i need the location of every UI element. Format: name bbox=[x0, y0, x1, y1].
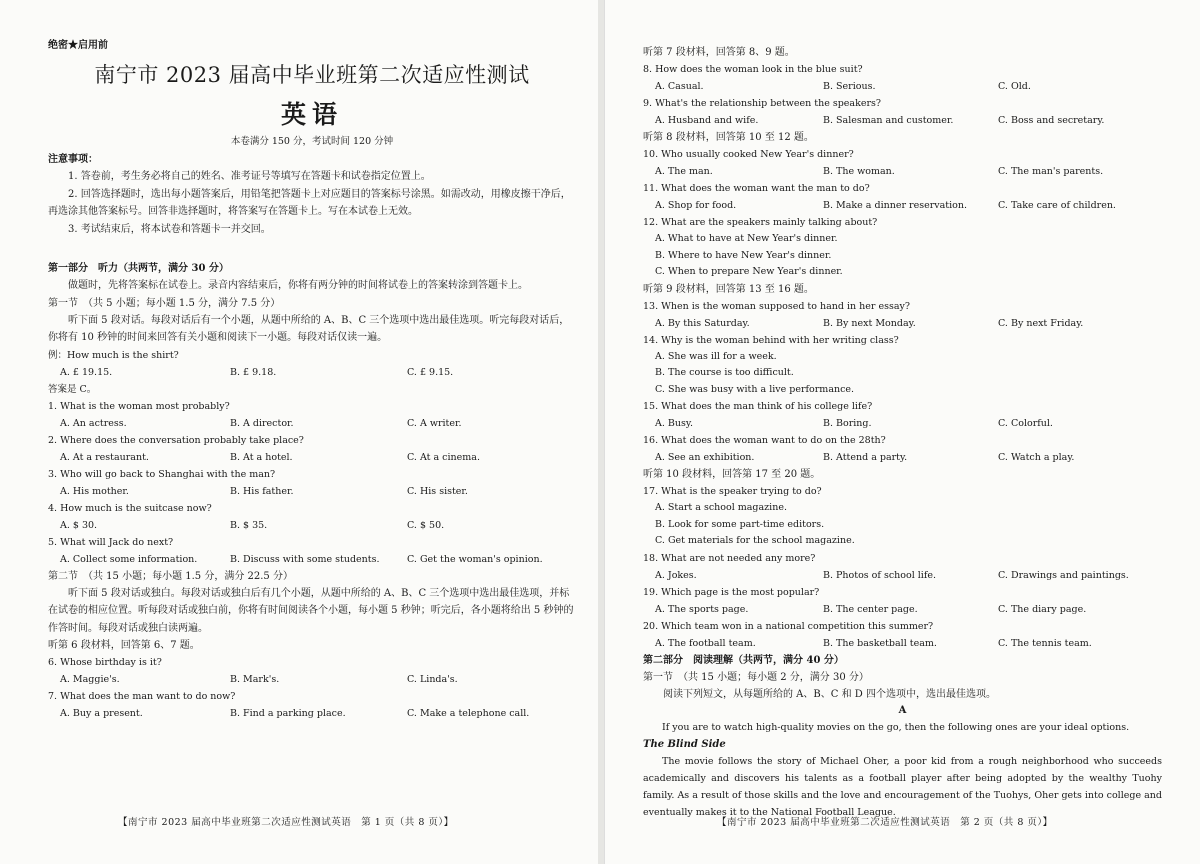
material-6-heading: 听第 6 段材料，回答第 6、7 题。 bbox=[48, 640, 200, 651]
question: 9. What's the relationship between the speakers? bbox=[643, 98, 881, 109]
question: 3. Who will go back to Shanghai with the man? bbox=[48, 468, 276, 480]
option: B. Photos of school life. bbox=[823, 569, 936, 581]
option: A. $ 30. bbox=[60, 519, 98, 531]
movie-description: The movie follows the story of Michael Oher, a poor kid from a rough neighborhood who succeeds academically and discovers his talents as a football player after being adopted by the wealthy Tuohy family. As a result of those skills and the love and encouragement of the Tuohys, Oher gets into college and eventually makes it to the National Football League. bbox=[643, 756, 1162, 818]
material-8-heading: 听第 8 段材料，回答第 10 至 12 题。 bbox=[643, 132, 814, 143]
option: A. Collect some information. bbox=[60, 553, 198, 565]
confidential-label: 绝密★启用前 bbox=[48, 40, 108, 51]
option: A. The football team. bbox=[655, 637, 756, 649]
option: B. Mark's. bbox=[230, 674, 280, 685]
question: 15. What does the man think of his college life? bbox=[643, 401, 873, 412]
option: C. Watch a play. bbox=[998, 452, 1075, 463]
notice-item: 2. 回答选择题时，选出每小题答案后，用铅笔把答题卡上对应题目的答案标号涂黑。如需改动，用橡皮擦干净后，再选涂其他答案标号。回答非选择题时，将答案写在答题卡上。写在本试卷上无效。 bbox=[48, 188, 571, 217]
option: A. The man. bbox=[655, 166, 713, 177]
part2-section1-heading: 第一节 （共 15 小题；每小题 2 分，满分 30 分） bbox=[643, 671, 869, 683]
example-options bbox=[48, 364, 576, 381]
option: A. By this Saturday. bbox=[655, 317, 750, 329]
option: A. Busy. bbox=[655, 418, 693, 429]
option: C. His sister. bbox=[407, 485, 468, 497]
option: B. The course is too difficult. bbox=[655, 367, 794, 378]
option: C. Old. bbox=[998, 81, 1031, 92]
exam-page-2 bbox=[604, 0, 1200, 864]
option: B. The center page. bbox=[823, 603, 918, 615]
part1-intro: 做题时，先将答案标在试卷上。录音内容结束后，你将有两分钟的时间将试卷上的答案转涂到答题卡上。 bbox=[68, 280, 528, 291]
option: C. When to prepare New Year's dinner. bbox=[655, 266, 843, 277]
option: B. Boring. bbox=[823, 418, 872, 429]
question: 2. Where does the conversation probably take place? bbox=[48, 434, 304, 446]
option: A. Buy a present. bbox=[60, 708, 143, 719]
question: 20. Which team won in a national competition this summer? bbox=[643, 620, 934, 632]
option: C. The diary page. bbox=[998, 603, 1087, 615]
option: B. At a hotel. bbox=[230, 451, 293, 463]
option: C. By next Friday. bbox=[998, 317, 1084, 329]
question: 10. Who usually cooked New Year's dinner? bbox=[643, 149, 854, 160]
section2-intro: 听下面 5 段对话或独白。每段对话或独白后有几个小题，从题中所给的 A、B、C 三个选项中选出最佳选项，并标在试卷的相应位置。听每段对话或独白前，你将有时间阅读各个小题，每小题 5 秒钟；听完后，各小题将给出 5 秒钟的作答时间。每段对话或独白读两遍。 bbox=[48, 587, 574, 634]
question: 8. How does the woman look in the blue suit? bbox=[643, 64, 863, 75]
question: 13. When is the woman supposed to hand in her essay? bbox=[643, 300, 910, 312]
notice-heading: 注意事项： bbox=[48, 154, 98, 165]
question: 16. What does the woman want to do on the 28th? bbox=[643, 435, 886, 446]
option: C. Take care of children. bbox=[998, 200, 1116, 211]
subject-title: 英语 bbox=[280, 100, 343, 129]
option: A. At a restaurant. bbox=[60, 451, 149, 463]
option: C. The man's parents. bbox=[998, 166, 1104, 177]
option: A. Husband and wife. bbox=[655, 115, 759, 126]
option: B. A director. bbox=[230, 417, 294, 429]
notice-item: 1. 答卷前，考生务必将自己的姓名、准考证号等填写在答题卡和试卷指定位置上。 bbox=[68, 171, 431, 182]
option: B. Find a parking place. bbox=[230, 708, 346, 719]
material-7-heading: 听第 7 段材料，回答第 8、9 题。 bbox=[643, 47, 795, 58]
question-list bbox=[48, 398, 576, 568]
option: C. Make a telephone call. bbox=[407, 708, 530, 719]
section2-heading: 第二节 （共 15 小题；每小题 1.5 分，满分 22.5 分） bbox=[48, 570, 293, 582]
score-info: 本卷满分 150 分，考试时间 120 分钟 bbox=[230, 136, 394, 147]
material-10-heading: 听第 10 段材料，回答第 17 至 20 题。 bbox=[643, 469, 821, 480]
question: 6. Whose birthday is it? bbox=[48, 657, 162, 668]
question: 7. What does the man want to do now? bbox=[48, 691, 236, 702]
option: B. Serious. bbox=[823, 81, 876, 92]
page-footer: 【南宁市 2023 届高中毕业班第二次适应性测试英语 第 2 页（共 8 页）】 bbox=[717, 817, 1053, 828]
option: C. At a cinema. bbox=[407, 451, 480, 463]
part2-intro: 阅读下列短文，从每题所给的 A、B、C 和 D 四个选项中，选出最佳选项。 bbox=[663, 688, 996, 700]
part2-heading: 第二部分 阅读理解（共两节，满分 40 分） bbox=[643, 654, 844, 666]
question: 18. What are not needed any more? bbox=[643, 552, 816, 564]
option: B. The basketball team. bbox=[823, 637, 937, 649]
option: C. £ 9.15. bbox=[407, 366, 454, 378]
option: C. The tennis team. bbox=[998, 637, 1092, 649]
option: C. Linda's. bbox=[407, 674, 458, 685]
section1-heading: 第一节 （共 5 小题；每小题 1.5 分，满分 7.5 分） bbox=[48, 297, 281, 309]
option: C. Boss and secretary. bbox=[998, 115, 1105, 126]
passage-intro: If you are to watch high-quality movies on the go, then the following ones are your ideal options. bbox=[662, 722, 1130, 733]
option: B. Where to have New Year's dinner. bbox=[655, 249, 832, 261]
movie-title: The Blind Side bbox=[643, 739, 726, 750]
option: A. The sports page. bbox=[655, 603, 749, 615]
question: 4. How much is the suitcase now? bbox=[48, 502, 212, 514]
option: A. What to have at New Year's dinner. bbox=[655, 233, 838, 244]
question: 11. What does the woman want the man to do? bbox=[643, 183, 870, 194]
section1-intro: 听下面 5 段对话。每段对话后有一个小题，从题中所给的 A、B、C 三个选项中选出最佳选项。听完每段对话后，你将有 10 秒钟的时间来回答有关小题和阅读下一小题。每段对话仅读一遍。 bbox=[48, 314, 570, 343]
option: B. Make a dinner reservation. bbox=[823, 200, 967, 211]
option: C. She was busy with a live performance. bbox=[655, 383, 855, 395]
material-9-heading: 听第 9 段材料，回答第 13 至 16 题。 bbox=[643, 283, 814, 295]
option: A. Shop for food. bbox=[655, 200, 737, 211]
option: A. Jokes. bbox=[655, 569, 697, 581]
option: B. Salesman and customer. bbox=[823, 115, 954, 126]
option: C. A writer. bbox=[407, 417, 462, 429]
option: A. She was ill for a week. bbox=[655, 350, 777, 362]
option: B. By next Monday. bbox=[823, 317, 916, 329]
question: 1. What is the woman most probably? bbox=[48, 400, 230, 412]
option: B. His father. bbox=[230, 485, 294, 497]
question: 19. Which page is the most popular? bbox=[643, 586, 820, 598]
notice-item: 3. 考试结束后，将本试卷和答题卡一并交回。 bbox=[68, 223, 271, 235]
option: A. An actress. bbox=[60, 417, 127, 429]
option: A. Maggie's. bbox=[60, 674, 120, 685]
question: 17. What is the speaker trying to do? bbox=[643, 486, 822, 497]
option: A. £ 19.15. bbox=[60, 366, 113, 378]
option: C. Get materials for the school magazine. bbox=[655, 535, 855, 546]
question: 12. What are the speakers mainly talking about? bbox=[643, 217, 878, 228]
option: B. Attend a party. bbox=[823, 452, 908, 463]
option: B. Discuss with some students. bbox=[230, 553, 380, 565]
passage-label: A bbox=[898, 705, 907, 716]
option: B. $ 35. bbox=[230, 519, 268, 531]
option: A. Start a school magazine. bbox=[655, 502, 787, 513]
option: A. See an exhibition. bbox=[655, 452, 755, 463]
option: C. Colorful. bbox=[998, 418, 1053, 429]
exam-title: 南宁市 2023 届高中毕业班第二次适应性测试 bbox=[94, 63, 530, 87]
question: 5. What will Jack do next? bbox=[48, 536, 174, 548]
option: A. Casual. bbox=[655, 81, 704, 92]
question: 14. Why is the woman behind with her writing class? bbox=[643, 334, 899, 346]
part1-heading: 第一部分 听力（共两节，满分 30 分） bbox=[48, 263, 229, 274]
option: B. The woman. bbox=[823, 166, 895, 177]
example-answer: 答案是 C。 bbox=[48, 383, 97, 395]
page-footer: 【南宁市 2023 届高中毕业班第二次适应性测试英语 第 1 页（共 8 页）】 bbox=[118, 817, 454, 828]
exam-page-1 bbox=[0, 0, 598, 864]
option: A. His mother. bbox=[60, 485, 129, 497]
option: C. Drawings and paintings. bbox=[998, 569, 1129, 581]
option: C. Get the woman's opinion. bbox=[407, 553, 543, 565]
option: B. £ 9.18. bbox=[230, 366, 277, 378]
option: C. $ 50. bbox=[407, 519, 445, 531]
option: B. Look for some part-time editors. bbox=[655, 518, 825, 530]
example-question: 例：How much is the shirt? bbox=[48, 349, 179, 361]
